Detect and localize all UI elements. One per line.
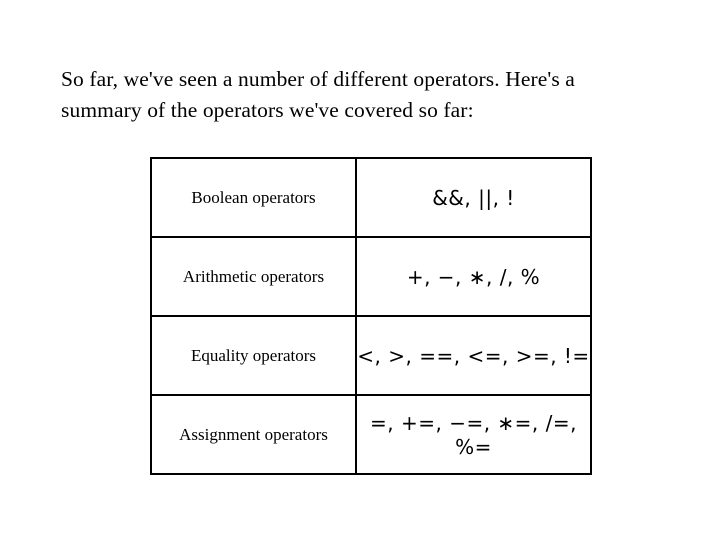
equality-operators-label: Equality operators	[151, 316, 356, 395]
assignment-operators-label: Assignment operators	[151, 395, 356, 474]
table-row	[151, 395, 591, 474]
arithmetic-operators-symbols: +, −, ∗, /, %	[356, 237, 591, 316]
intro-line-2: summary of the operators we've covered so far:	[61, 98, 474, 122]
table-row	[151, 316, 591, 395]
intro-text	[61, 64, 681, 126]
boolean-operators-symbols: &&, ||, !	[356, 158, 591, 237]
assignment-operators-symbols: =, +=, −=, ∗=, /=, %=	[356, 395, 591, 474]
table-row	[151, 237, 591, 316]
arithmetic-operators-label: Arithmetic operators	[151, 237, 356, 316]
intro-line-1: So far, we've seen a number of different operators. Here's a	[61, 67, 575, 91]
operators-table	[150, 157, 592, 475]
table-row	[151, 158, 591, 237]
equality-operators-symbols: <, >, ==, <=, >=, !=	[356, 316, 591, 395]
boolean-operators-label: Boolean operators	[151, 158, 356, 237]
